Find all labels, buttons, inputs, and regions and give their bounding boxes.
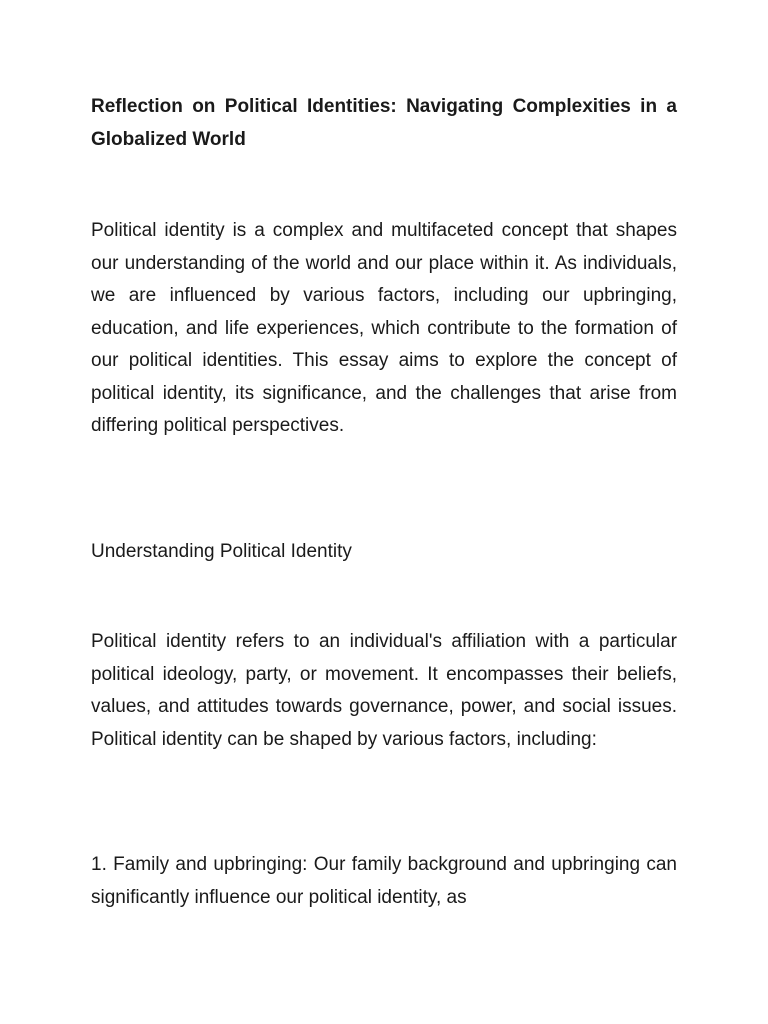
section-heading: Understanding Political Identity bbox=[91, 541, 352, 562]
document-title: Reflection on Political Identities: Navigating Complexities in a Globalized World bbox=[91, 96, 677, 150]
intro-paragraph: Political identity is a complex and multifaceted concept that shapes our understanding of the world and our place within it. As individuals, we are influenced by various factors, including our upbringing, education, and life experiences, which contribute to the formation of our political identities. This essay aims to explore the concept of political identity, its significance, and the challenges that arise from differing political perspectives. bbox=[91, 220, 677, 436]
factor-1-paragraph: 1. Family and upbringing: Our family background and upbringing can significantly influence our political identity, as bbox=[91, 854, 677, 908]
definition-paragraph: Political identity refers to an individual's affiliation with a particular political ideology, party, or movement. It encompasses their beliefs, values, and attitudes towards governance, power, and social issues. Political identity can be shaped by various factors, including: bbox=[91, 631, 677, 750]
